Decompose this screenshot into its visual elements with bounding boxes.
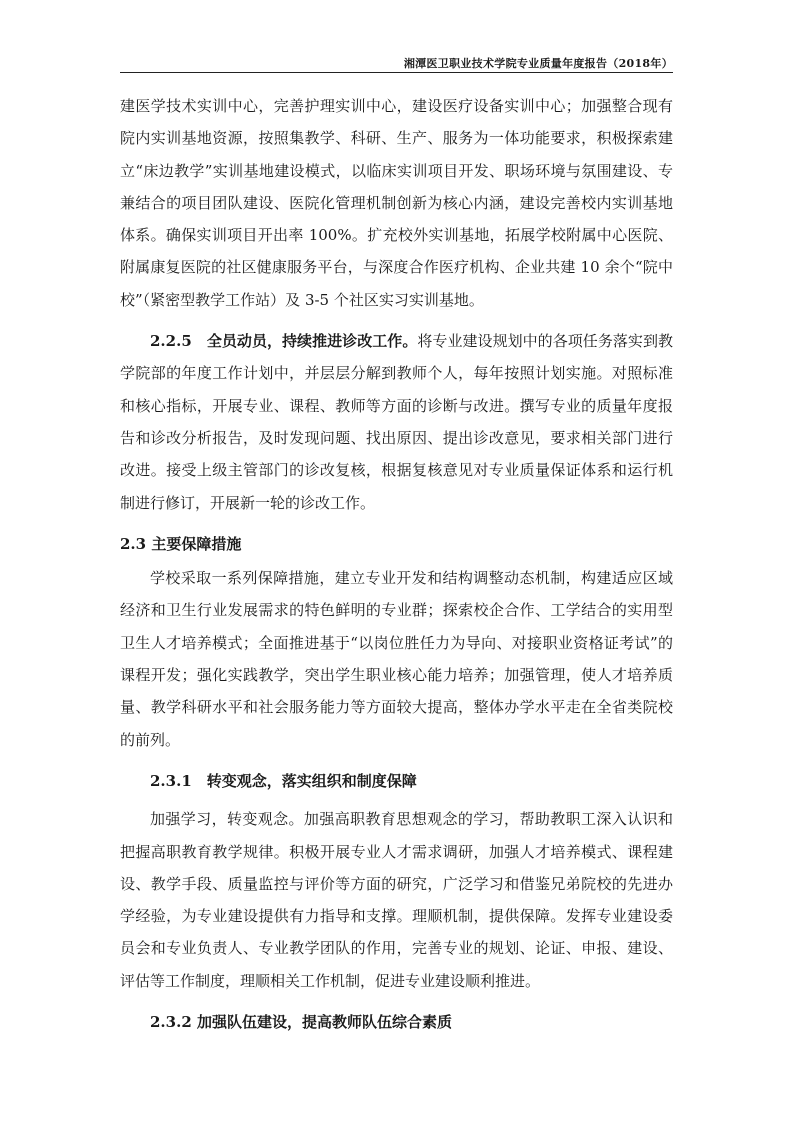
section-2-3-body: 学校采取一系列保障措施，建立专业开发和结构调整动态机制，构建适应区域经济和卫生行业发展需求的特色鲜明的专业群；探索校企合作、工学结合的实用型卫生人才培养模式；全面推进基于“以岗位胜任力为导向、对接职业资格证考试”的课程开发；强化实践教学，突出学生职业核心能力培养；加强管理，使人才培养质量、教学科研水平和社会服务能力等方面较大提高，整体办学水平走在全省类院校的前列。 <box>120 569 673 749</box>
section-2-2-5-body: 将专业建设规划中的各项任务落实到教学院部的年度工作计划中，并层层分解到教师个人，每年按照计划实施。对照标准和核心指标，开展专业、课程、教师等方面的诊断与改进。撰写专业的质量年度报告和诊改分析报告，及时发现问题、找出原因、提出诊改意见，要求相关部门进行改进。接受上级主管部门的诊改复核，根据复核意见对专业质量保证体系和运行机制进行修订，开展新一轮的诊改工作。 <box>120 332 673 512</box>
paragraph-training-bases: 建医学技术实训中心，完善护理实训中心，建设医疗设备实训中心；加强整合现有院内实训基地资源，按照集教学、科研、生产、服务为一体功能要求，积极探索建立“床边教学”实训基地建设模式，以临床实训项目开发、职场环境与氛围建设、专兼结合的项目团队建设、医院化管理机制创新为核心内涵，建设完善校内实训基地体系。确保实训项目开出率 100%。扩充校外实训基地，拓展学校附属中心医院、附属康复医院的社区健康服务平台，与深度合作医疗机构、企业共建 10 余个“院中校”（紧密型教学工作站）及 3-5 个社区实习实训基地。 <box>120 97 673 309</box>
section-2-3-1-heading: 2.3.1 转变观念，落实组织和制度保障 <box>150 771 417 790</box>
section-2-3-2-heading: 2.3.2 加强队伍建设，提高教师队伍综合素质 <box>150 1013 452 1032</box>
header-rule <box>120 72 673 73</box>
section-2-2-5-heading: 2.2.5 全员动员，持续推进诊改工作。 <box>150 332 418 351</box>
page-header: 湘潭医卫职业技术学院专业质量年度报告（2018年） <box>403 57 673 70</box>
section-2-3-heading: 2.3 主要保障措施 <box>120 534 242 553</box>
section-2-3-1-body: 加强学习，转变观念。加强高职教育思想观念的学习，帮助教职工深入认识和把握高职教育教学规律。积极开展专业人才需求调研，加强人才培养模式、课程建设、教学手段、质量监控与评价等方面的研究，广泛学习和借鉴兄弟院校的先进办学经验，为专业建设提供有力指导和支撑。理顺机制，提供保障。发挥专业建设委员会和专业负责人、专业教学团队的作用，完善专业的规划、论证、申报、建设、评估等工作制度，理顺相关工作机制，促进专业建设顺利推进。 <box>120 810 673 990</box>
section-2-2-5 <box>120 325 673 519</box>
document-body <box>120 90 673 1038</box>
